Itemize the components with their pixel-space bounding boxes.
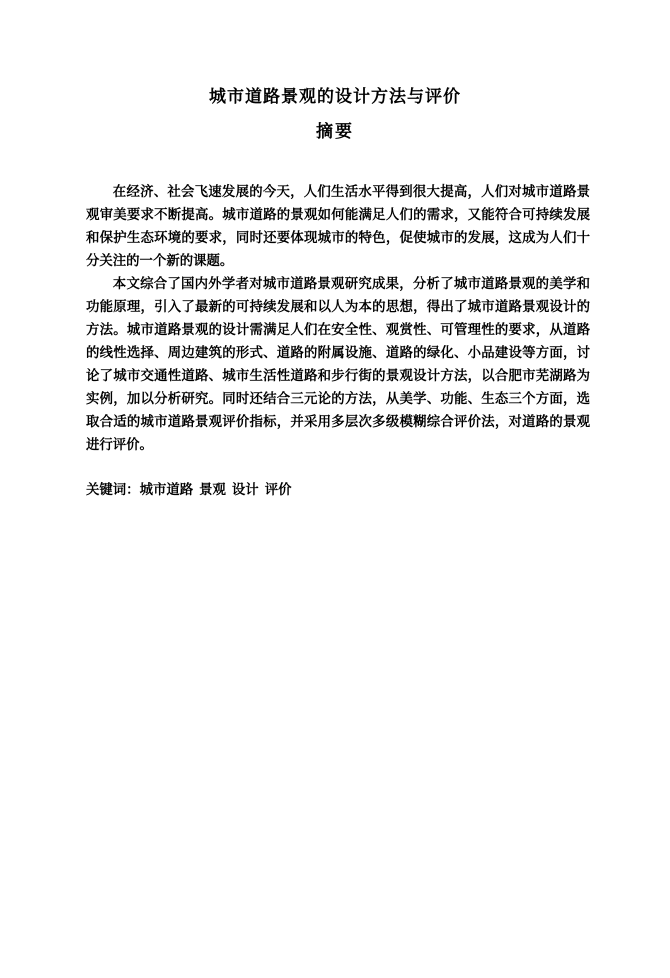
- abstract-body: [86, 181, 590, 457]
- keywords-line: [86, 481, 297, 501]
- keyword-item: 设计: [231, 483, 259, 498]
- abstract-paragraph-2: 本文综合了国内外学者对城市道路景观研究成果，分析了城市道路景观的美学和功能原理，引入了最新的可持续发展和以人为本的思想，得出了城市道路景观设计的方法。城市道路景观的设计需满足人们在安全性、观赏性、可管理性的要求，从道路的线性选择、周边建筑的形式、道路的附属设施、道路的绿化、小品建设等方面，讨论了城市交通性道路、城市生活性道路和步行街的景观设计方法，以合肥市芜湖路为实例，加以分析研究。同时还结合三元论的方法，从美学、功能、生态三个方面，选取合适的城市道路景观评价指标，并采用多层次多级模糊综合评价法，对道路的景观进行评价。: [86, 277, 590, 453]
- keyword-item: 城市道路: [139, 483, 194, 498]
- abstract-paragraph-1: 在经济、社会飞速发展的今天，人们生活水平得到很大提高，人们对城市道路景观审美要求不断提高。城市道路的景观如何能满足人们的需求，又能符合可持续发展和保护生态环境的要求，同时还要体现城市的特色，促使城市的发展，这成为人们十分关注的一个新的课题。: [86, 185, 590, 269]
- document-title: 城市道路景观的设计方法与评价: [209, 87, 461, 107]
- keywords-label: 关键词：: [86, 483, 140, 498]
- keyword-item: 景观: [199, 483, 226, 498]
- abstract-heading: 摘要: [316, 122, 354, 142]
- keyword-item: 评价: [264, 483, 292, 498]
